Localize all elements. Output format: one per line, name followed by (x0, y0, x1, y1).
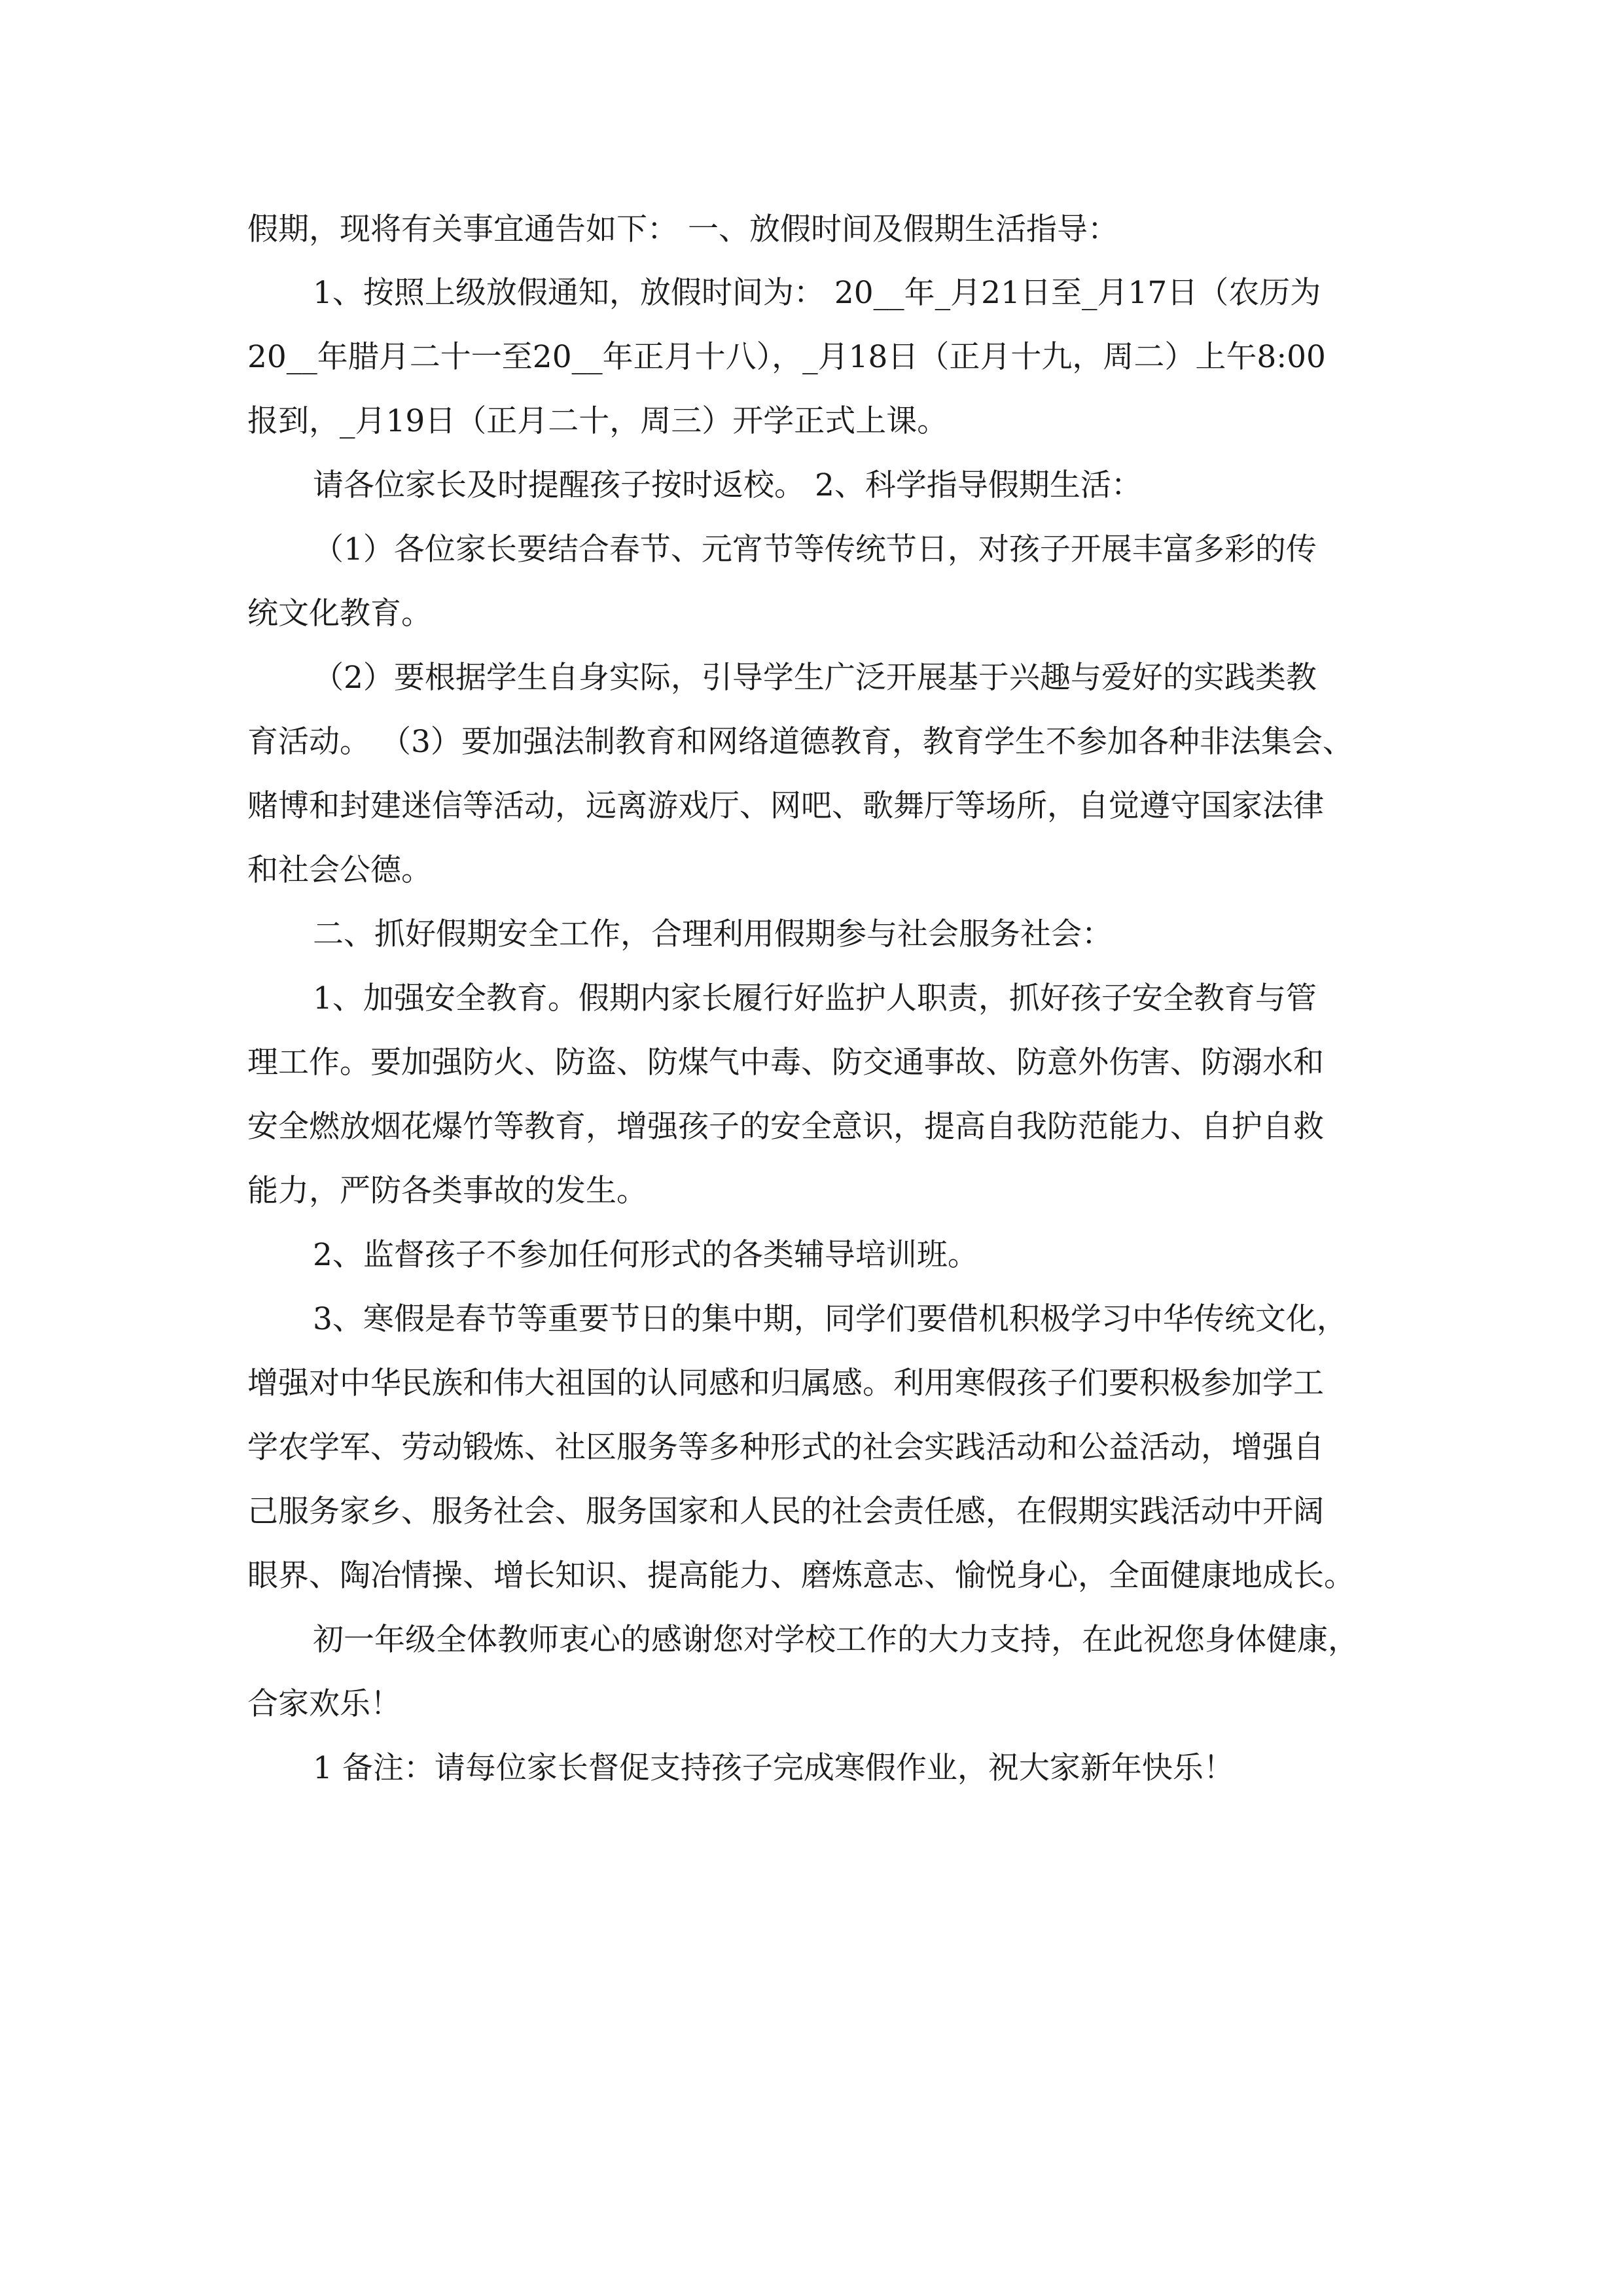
text-line (0, 645, 1623, 711)
text-line (0, 197, 1623, 262)
text-line-content: 育活动。 （3）要加强法制教育和网络道德教育，教育学生不参加各种非法集会、 (247, 724, 1353, 760)
text-line-content: 赌博和封建迷信等活动，远离游戏厅、网吧、歌舞厅等场所，自觉遵守国家法律 (247, 788, 1324, 824)
text-line (0, 966, 1623, 1031)
text-line (0, 453, 1623, 518)
text-line (0, 389, 1623, 454)
text-line-content: 和社会公德。 (247, 852, 432, 888)
text-line-content: 假期，现将有关事宜通告如下： 一、放假时间及假期生活指导： (247, 211, 1118, 247)
text-line-content: 3、寒假是春节等重要节日的集中期，同学们要借机积极学习中华传统文化， (313, 1301, 1347, 1337)
text-line-content: 1、加强安全教育。假期内家长履行好监护人职责，抓好孩子安全教育与管 (313, 980, 1317, 1016)
text-line-content: 请各位家长及时提醒孩子按时返校。 2、科学指导假期生活： (313, 467, 1142, 503)
text-line (0, 1351, 1623, 1416)
text-line (0, 1223, 1623, 1288)
text-line (0, 1287, 1623, 1352)
text-line (0, 1607, 1623, 1673)
text-line-content: 合家欢乐！ (247, 1686, 401, 1722)
text-line-content: 20__年腊月二十一至20__年正月十八），_月18日（正月十九，周二）上午8:00 (247, 339, 1326, 375)
text-line-content: 己服务家乡、服务社会、服务国家和人民的社会责任感，在假期实践活动中开阔 (247, 1494, 1324, 1530)
text-line (0, 709, 1623, 775)
text-line (0, 581, 1623, 647)
text-line (0, 517, 1623, 583)
text-line (0, 1030, 1623, 1096)
text-line-content: 统文化教育。 (247, 596, 432, 632)
text-line-content: 理工作。要加强防火、防盗、防煤气中毒、防交通事故、防意外伤害、防溺水和 (247, 1045, 1324, 1081)
text-line (0, 1543, 1623, 1609)
text-line-content: 1 备注：请每位家长督促支持孩子完成寒假作业，祝大家新年快乐！ (313, 1750, 1234, 1786)
text-line-content: 初一年级全体教师衷心的感谢您对学校工作的大力支持，在此祝您身体健康， (313, 1622, 1359, 1658)
text-line-content: 报到，_月19日（正月二十，周三）开学正式上课。 (247, 403, 948, 439)
text-line (0, 1479, 1623, 1545)
text-line-content: 增强对中华民族和伟大祖国的认同感和归属感。利用寒假孩子们要积极参加学工 (247, 1365, 1324, 1401)
text-line (0, 1158, 1623, 1224)
text-line (0, 1672, 1623, 1737)
text-line-content: 能力，严防各类事故的发生。 (247, 1173, 647, 1209)
text-line (0, 838, 1623, 903)
text-line-content: 2、监督孩子不参加任何形式的各类辅导培训班。 (313, 1237, 978, 1273)
text-line (0, 1094, 1623, 1160)
text-line-content: （1）各位家长要结合春节、元宵节等传统节日，对孩子开展丰富多彩的传 (313, 531, 1317, 567)
text-line-content: 眼界、陶冶情操、增长知识、提高能力、磨炼意志、愉悦身心，全面健康地成长。 (247, 1558, 1355, 1594)
text-line-content: （2）要根据学生自身实际，引导学生广泛开展基于兴趣与爱好的实践类教 (313, 660, 1317, 696)
text-line-content: 学农学军、劳动锻炼、社区服务等多种形式的社会实践活动和公益活动，增强自 (247, 1429, 1324, 1465)
text-line (0, 1736, 1623, 1801)
text-line (0, 902, 1623, 967)
text-line-content: 安全燃放烟花爆竹等教育，增强孩子的安全意识，提高自我防范能力、自护自救 (247, 1109, 1324, 1145)
text-line (0, 1415, 1623, 1480)
text-line (0, 774, 1623, 839)
text-line (0, 260, 1623, 326)
text-line-content: 二、抓好假期安全工作，合理利用假期参与社会服务社会： (313, 916, 1113, 952)
text-line (0, 325, 1623, 390)
text-line-content: 1、按照上级放假通知，放假时间为： 20__年_月21日至_月17日（农历为 (313, 275, 1321, 311)
